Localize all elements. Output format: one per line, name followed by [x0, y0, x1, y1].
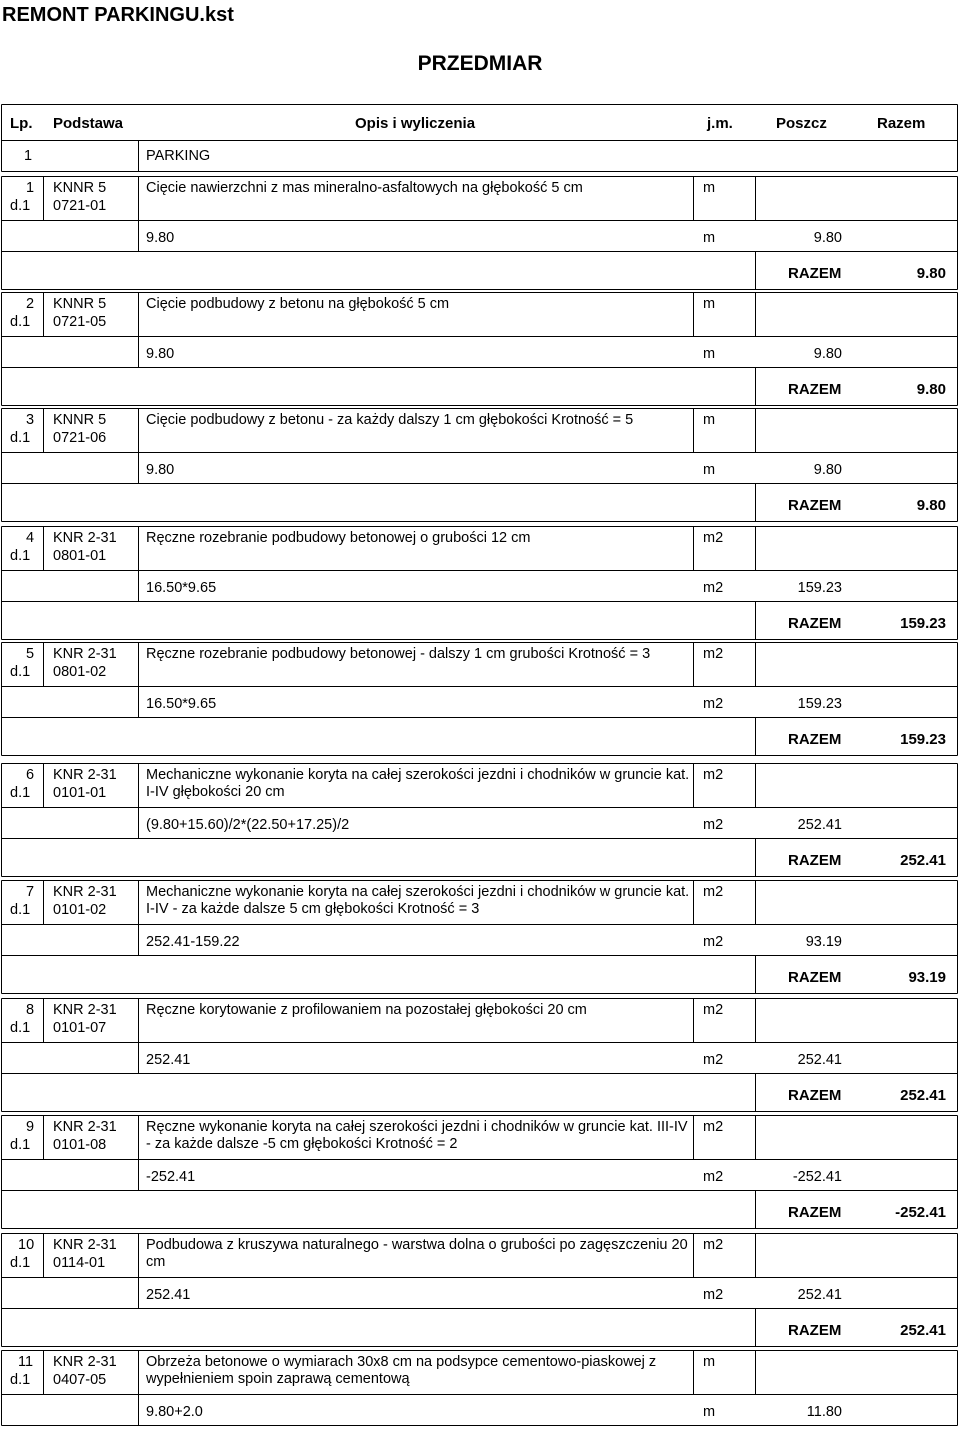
item-calculation: 9.80 — [146, 230, 175, 246]
razem-label: RAZEM — [788, 731, 842, 748]
item-calculation-unit: m2 — [703, 1052, 724, 1068]
razem-label: RAZEM — [788, 852, 842, 869]
item-calculation: 9.80 — [146, 462, 175, 478]
item-description: Ręczne rozebranie podbudowy betonowej - dalszy 1 cm grubości Krotność = 3 — [146, 646, 651, 662]
item-poszcz-value: 93.19 — [805, 934, 842, 950]
item-lp: 4 — [26, 530, 35, 546]
item-podstawa-position: 0101-01 — [53, 785, 107, 801]
item-calculation: (9.80+15.60)/2*(22.50+17.25)/2 — [146, 817, 350, 833]
item-lp: 2 — [26, 296, 35, 312]
razem-label: RAZEM — [788, 969, 842, 986]
file-title: REMONT PARKINGU.kst — [2, 4, 234, 26]
item-lp-suffix: d.1 — [10, 785, 31, 801]
item-razem-value: 9.80 — [916, 381, 946, 398]
item-unit: m — [703, 412, 716, 428]
section-name: PARKING — [146, 148, 211, 164]
item-description: Mechaniczne wykonanie koryta na całej szerokości jezdni i chodników w gruncie kat. I-IV - za każde dalsze 5 cm głębokości Krotność = 3 — [146, 884, 690, 917]
item-razem-value: 9.80 — [916, 265, 946, 282]
item-calculation: -252.41 — [146, 1169, 196, 1185]
item-podstawa-position: 0801-01 — [53, 548, 107, 564]
item-poszcz-value: 159.23 — [797, 696, 842, 712]
item-calculation-unit: m2 — [703, 817, 724, 833]
item-razem-value: -252.41 — [895, 1204, 946, 1221]
item-calculation-unit: m2 — [703, 580, 724, 596]
item-lp-suffix: d.1 — [10, 664, 31, 680]
item-podstawa-catalog: KNR 2-31 — [53, 884, 117, 900]
item-lp: 6 — [26, 767, 35, 783]
item-unit: m — [703, 1354, 716, 1370]
item-calculation-unit: m — [703, 230, 716, 246]
item-lp-suffix: d.1 — [10, 1137, 31, 1153]
item-lp: 1 — [26, 180, 35, 196]
header-razem: Razem — [877, 115, 926, 132]
item-podstawa-position: 0407-05 — [53, 1372, 107, 1388]
item-razem-value: 252.41 — [900, 1322, 946, 1339]
header-opis: Opis i wyliczenia — [355, 115, 476, 132]
item-lp: 7 — [26, 884, 35, 900]
item-unit: m — [703, 180, 716, 196]
item-unit: m2 — [703, 1119, 724, 1135]
item-podstawa-catalog: KNR 2-31 — [53, 1237, 117, 1253]
item-description: Mechaniczne wykonanie koryta na całej szerokości jezdni i chodników w gruncie kat. I-IV głębokości 20 cm — [146, 767, 690, 800]
item-razem-value: 159.23 — [900, 731, 946, 748]
item-poszcz-value: 11.80 — [806, 1404, 842, 1420]
item-podstawa-catalog: KNNR 5 — [53, 180, 107, 196]
item-podstawa-position: 0114-01 — [53, 1255, 106, 1271]
item-razem-value: 93.19 — [908, 969, 946, 986]
item-lp-suffix: d.1 — [10, 1255, 31, 1271]
razem-label: RAZEM — [788, 381, 842, 398]
item-description: Obrzeża betonowe o wymiarach 30x8 cm na podsypce cementowo-piaskowej z wypełnieniem spoin zaprawą cementową — [146, 1354, 657, 1387]
item-unit: m2 — [703, 767, 724, 783]
item-calculation: 16.50*9.65 — [146, 696, 217, 712]
item-podstawa-position: 0101-07 — [53, 1020, 107, 1036]
item-description: Ręczne rozebranie podbudowy betonowej o grubości 12 cm — [146, 530, 531, 546]
item-poszcz-value: -252.41 — [792, 1169, 842, 1185]
item-lp: 5 — [26, 646, 35, 662]
item-podstawa-position: 0721-05 — [53, 314, 107, 330]
razem-label: RAZEM — [788, 1204, 842, 1221]
item-calculation-unit: m2 — [703, 696, 724, 712]
item-lp: 8 — [26, 1002, 35, 1018]
item-poszcz-value: 9.80 — [813, 462, 842, 478]
item-description: Ręczne wykonanie koryta na całej szerokości jezdni i chodników w gruncie kat. III-IV - za każde dalsze -5 cm głębokości Krotność = 2 — [146, 1119, 688, 1152]
item-lp: 3 — [26, 412, 35, 428]
item-poszcz-value: 252.41 — [797, 1052, 842, 1068]
item-poszcz-value: 252.41 — [797, 1287, 842, 1303]
item-calculation: 252.41 — [146, 1287, 191, 1303]
item-lp-suffix: d.1 — [10, 1372, 31, 1388]
item-lp: 9 — [26, 1119, 35, 1135]
item-podstawa-catalog: KNR 2-31 — [53, 1002, 117, 1018]
item-description: Cięcie nawierzchni z mas mineralno-asfaltowych na głębokość 5 cm — [146, 180, 583, 196]
item-calculation: 9.80+2.0 — [146, 1404, 203, 1420]
header-jm: j.m. — [707, 115, 733, 132]
item-razem-value: 9.80 — [916, 497, 946, 514]
item-podstawa-position: 0721-01 — [53, 198, 107, 214]
item-calculation-unit: m — [703, 346, 716, 362]
item-calculation-unit: m2 — [703, 1169, 724, 1185]
item-podstawa-catalog: KNR 2-31 — [53, 530, 117, 546]
item-poszcz-value: 252.41 — [797, 817, 842, 833]
item-lp-suffix: d.1 — [10, 314, 31, 330]
item-podstawa-catalog: KNR 2-31 — [53, 1354, 117, 1370]
item-podstawa-position: 0721-06 — [53, 430, 107, 446]
item-lp-suffix: d.1 — [10, 548, 31, 564]
item-podstawa-catalog: KNR 2-31 — [53, 767, 117, 783]
item-calculation: 16.50*9.65 — [146, 580, 217, 596]
item-razem-value: 252.41 — [900, 1087, 946, 1104]
item-poszcz-value: 159.23 — [797, 580, 842, 596]
item-razem-value: 159.23 — [900, 615, 946, 632]
razem-label: RAZEM — [788, 1322, 842, 1339]
item-poszcz-value: 9.80 — [813, 230, 842, 246]
item-lp: 11 — [18, 1354, 34, 1370]
item-calculation: 9.80 — [146, 346, 175, 362]
razem-label: RAZEM — [788, 615, 842, 632]
razem-label: RAZEM — [788, 265, 842, 282]
item-unit: m2 — [703, 1002, 724, 1018]
item-lp-suffix: d.1 — [10, 902, 31, 918]
item-podstawa-catalog: KNNR 5 — [53, 296, 107, 312]
item-poszcz-value: 9.80 — [813, 346, 842, 362]
item-unit: m2 — [703, 1237, 724, 1253]
item-podstawa-position: 0801-02 — [53, 664, 107, 680]
item-podstawa-catalog: KNNR 5 — [53, 412, 107, 428]
item-lp-suffix: d.1 — [10, 430, 31, 446]
header-podstawa: Podstawa — [53, 115, 124, 132]
item-unit: m2 — [703, 884, 724, 900]
item-calculation-unit: m — [703, 462, 716, 478]
item-podstawa-position: 0101-02 — [53, 902, 107, 918]
header-poszcz: Poszcz — [776, 115, 827, 132]
item-calculation-unit: m2 — [703, 934, 724, 950]
section-number: 1 — [24, 148, 33, 164]
item-podstawa-catalog: KNR 2-31 — [53, 646, 117, 662]
item-calculation: 252.41-159.22 — [146, 934, 240, 950]
item-podstawa-catalog: KNR 2-31 — [53, 1119, 117, 1135]
item-razem-value: 252.41 — [900, 852, 946, 869]
razem-label: RAZEM — [788, 1087, 842, 1104]
item-calculation-unit: m2 — [703, 1287, 724, 1303]
item-description: Cięcie podbudowy z betonu - za każdy dalszy 1 cm głębokości Krotność = 5 — [146, 412, 634, 428]
item-unit: m2 — [703, 530, 724, 546]
item-unit: m2 — [703, 646, 724, 662]
item-podstawa-position: 0101-08 — [53, 1137, 107, 1153]
document-title: PRZEDMIAR — [417, 52, 543, 75]
item-description: Cięcie podbudowy z betonu na głębokość 5 cm — [146, 296, 450, 312]
item-lp-suffix: d.1 — [10, 1020, 31, 1036]
razem-label: RAZEM — [788, 497, 842, 514]
item-lp: 10 — [18, 1237, 35, 1253]
item-description: Ręczne korytowanie z profilowaniem na pozostałej głębokości 20 cm — [146, 1002, 587, 1018]
item-calculation-unit: m — [703, 1404, 716, 1420]
item-unit: m — [703, 296, 716, 312]
item-lp-suffix: d.1 — [10, 198, 31, 214]
header-lp: Lp. — [10, 115, 33, 132]
item-description: Podbudowa z kruszywa naturalnego - warstwa dolna o grubości po zagęszczeniu 20 cm — [146, 1237, 688, 1270]
item-calculation: 252.41 — [146, 1052, 191, 1068]
